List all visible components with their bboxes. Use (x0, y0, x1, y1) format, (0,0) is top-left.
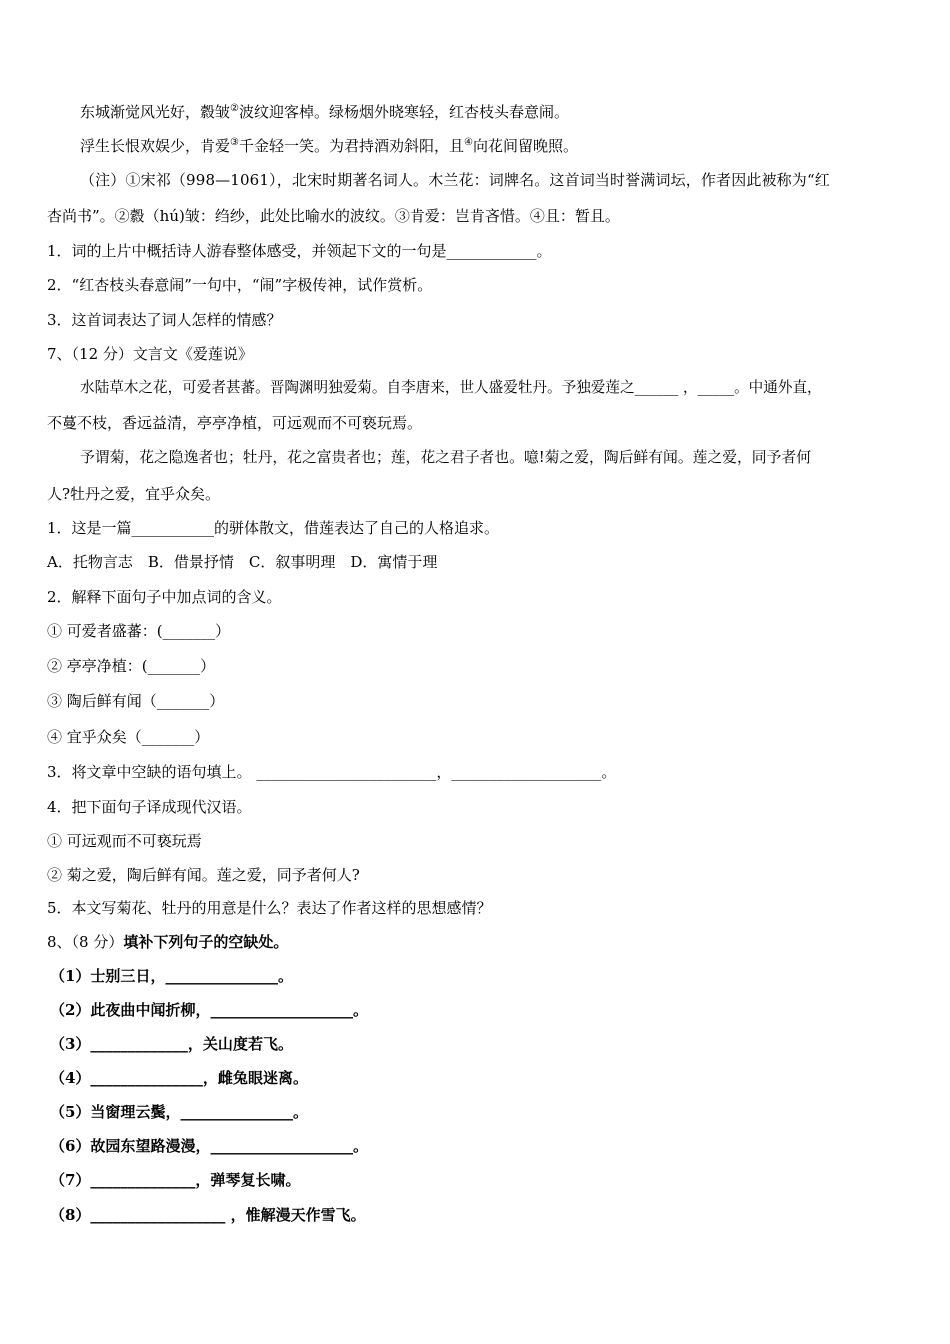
poem-line-1-part-b: 波纹迎客棹。绿杨烟外晓寒轻，红杏枝头春意闹。 (238, 103, 569, 121)
question-7-5: 5．本文写菊花、牡丹的用意是什么？表达了作者这样的思想感情？ (47, 899, 492, 917)
question-7-4-item-1: ① 可远观而不可亵玩焉 (47, 832, 202, 850)
question-7-2-item-3: ③ 陶后鲜有闻（_______） (47, 692, 225, 710)
annotation-line-2: 杏尚书”。②縠（hú)皱：绉纱，此处比喻水的波纹。③肯爱：岂肯吝惜。④且：暂且。 (47, 207, 620, 225)
question-7-2-item-1: ① 可爱者盛蕃：(_______） (47, 622, 231, 640)
question-6-1: 1．词的上片中概括诗人游春整体感受，并领起下文的一句是____________。 (47, 242, 552, 260)
passage-para-2-line-1: 予谓菊，花之隐逸者也；牡丹，花之富贵者也；莲，花之君子者也。噫!菊之爱，陶后鲜有闻。莲之爱，同予者何 (80, 449, 811, 466)
question-6-2: 2．“红杏枝头春意闹”一句中，“闹”字极传神，试作赏析。 (47, 276, 433, 294)
passage-para-1-line-1: 水陆草木之花，可爱者甚蕃。晋陶渊明独爱菊。自李唐来，世人盛爱牡丹。予独爱莲之______ ，_____。中通外直， (80, 379, 822, 396)
fill-blank-7: （7）______________，弹琴复长啸。 (50, 1171, 301, 1189)
question-7-4-item-2: ② 菊之爱，陶后鲜有闻。莲之爱，同予者何人? (47, 866, 360, 884)
fill-blank-4: （4）_______________，雌兔眼迷离。 (50, 1069, 308, 1087)
question-7-3: 3．将文章中空缺的语句填上。 ________________________，____________________。 (47, 763, 617, 781)
fill-blank-5: （5）当窗理云鬓，_______________。 (50, 1103, 308, 1121)
poem-line-2 (80, 136, 578, 156)
question-8-header (47, 932, 288, 952)
question-7-header: 7、（12 分）文言文《爱莲说》 (47, 345, 253, 363)
question-7-1-options: A．托物言志 B．借景抒情 C．叙事明理 D．寓情于理 (47, 553, 438, 571)
annotation-line-1: （注）①宋祁（998—1061），北宋时期著名词人。木兰花：词牌名。这首词当时誉满词坛，作者因此被称为“红 (80, 171, 830, 189)
poem-line-1-part-a: 东城渐觉风光好，縠皱 (80, 103, 231, 121)
question-6-3: 3．这首词表达了词人怎样的情感？ (47, 311, 282, 329)
question-7-2-item-4: ④ 宜乎众矣（_______） (47, 728, 210, 746)
poem-line-2-part-b: 千金轻一笑。为君持酒劝斜阳，且 (238, 137, 464, 155)
fill-blank-2: （2）此夜曲中闻折柳，___________________。 (50, 1001, 368, 1019)
fill-blank-6: （6）故园东望路漫漫，___________________。 (50, 1137, 368, 1155)
fill-blank-3: （3）_____________，关山度若飞。 (50, 1035, 293, 1053)
fill-blank-1: （1）士别三日，_______________。 (50, 967, 293, 985)
footnote-marker: ④ (464, 137, 473, 148)
passage-para-1-line-2: 不蔓不枝，香远益清，亭亭净植，可远观而不可亵玩焉。 (47, 414, 423, 432)
poem-line-1 (80, 102, 569, 122)
fill-blank-8: （8）__________________ ，惟解漫天作雪飞。 (50, 1206, 366, 1224)
question-8-instruction: 填补下列句子的空缺处。 (123, 933, 289, 951)
question-7-4: 4．把下面句子译成现代汉语。 (47, 798, 252, 816)
footnote-marker: ② (230, 103, 239, 114)
question-8-score: 8、（8 分） (47, 933, 124, 951)
footnote-marker: ③ (230, 137, 239, 148)
poem-line-2-part-a: 浮生长恨欢娱少，肯爱 (80, 137, 231, 155)
poem-line-2-part-c: 向花间留晚照。 (472, 137, 578, 155)
question-7-2-item-2: ② 亭亭净植：(_______） (47, 657, 216, 675)
passage-para-2-line-2: 人?牡丹之爱，宜乎众矣。 (47, 485, 221, 503)
question-7-1: 1．这是一篇___________的骈体散文，借莲表达了自己的人格追求。 (47, 519, 500, 537)
question-7-2: 2．解释下面句子中加点词的含义。 (47, 588, 282, 606)
